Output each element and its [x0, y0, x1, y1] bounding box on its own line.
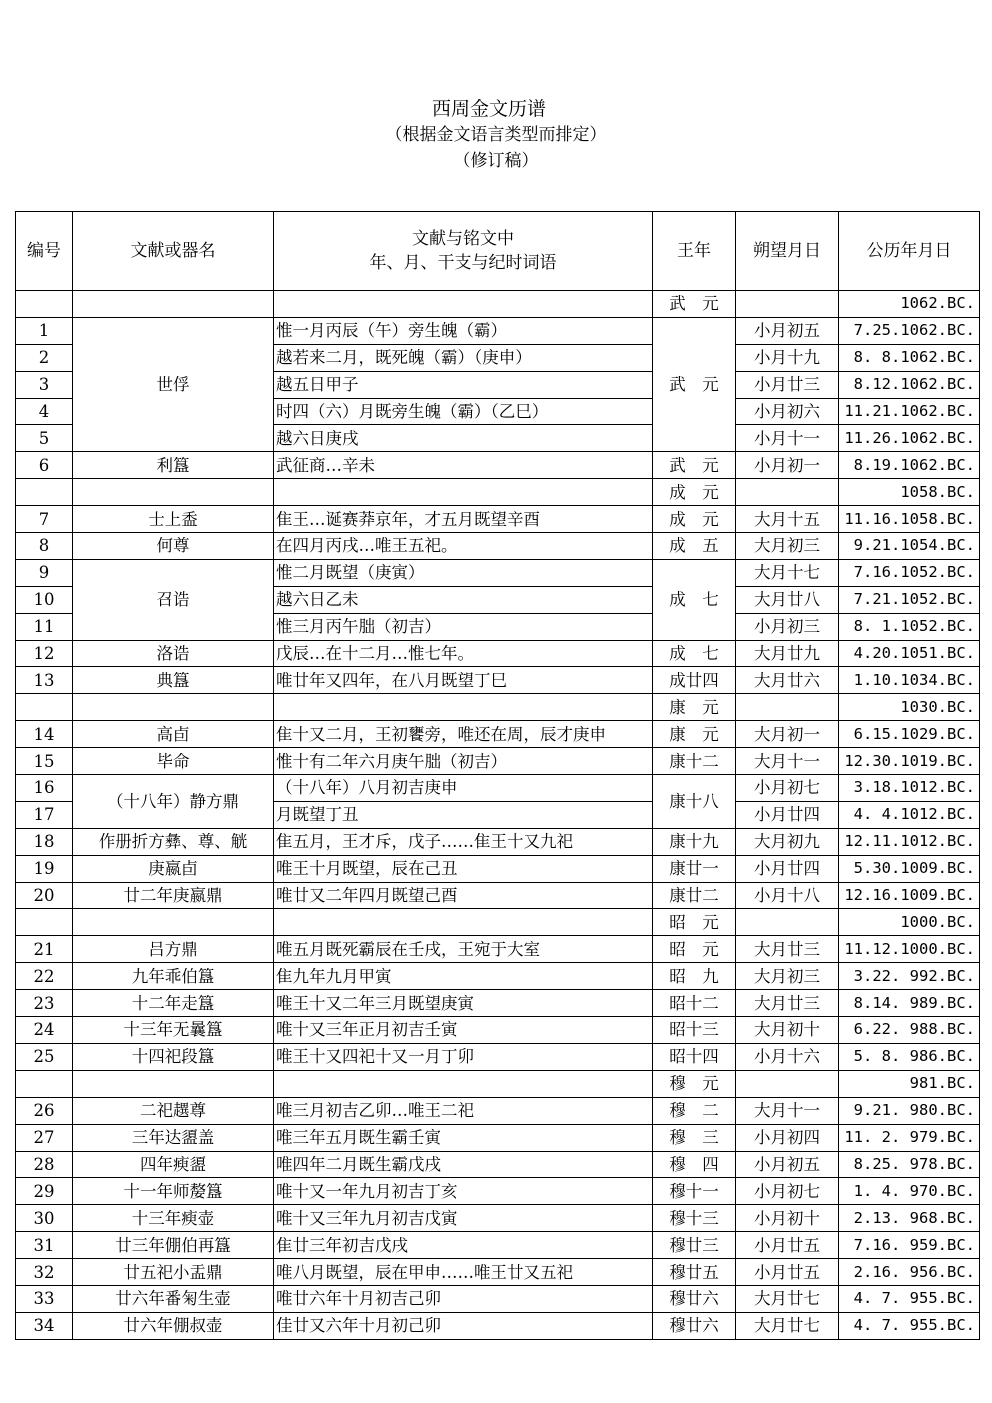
cell-name: 作册折方彝、尊、觥 — [73, 828, 274, 855]
table-row — [16, 533, 980, 560]
table-row — [16, 1043, 980, 1070]
cell-name: 何尊 — [73, 533, 274, 560]
cell-name: 十一年师嫠簋 — [73, 1178, 274, 1205]
table-row — [16, 452, 980, 479]
cell-reign: 成 元 — [653, 479, 736, 506]
cell-date: 8.25. 978.BC. — [839, 1151, 980, 1178]
cell-date: 1062.BC. — [839, 291, 980, 318]
table-row — [16, 317, 980, 344]
cell-num: 5 — [16, 425, 73, 452]
table-row — [16, 291, 980, 318]
cell-num: 11 — [16, 613, 73, 640]
cell-reign: 康十九 — [653, 828, 736, 855]
cell-date: 11.16.1058.BC. — [839, 506, 980, 533]
cell-name: 洛诰 — [73, 640, 274, 667]
cell-reign: 昭 元 — [653, 936, 736, 963]
cell-text: 惟一月丙辰（午）旁生魄（霸） — [274, 317, 653, 344]
cell-text: 惟三月丙午朏（初吉） — [274, 613, 653, 640]
cell-text: 唯四年二月既生霸戊戌 — [274, 1151, 653, 1178]
cell-date: 1030.BC. — [839, 694, 980, 721]
calendar-table — [15, 211, 980, 1340]
cell-num: 33 — [16, 1285, 73, 1312]
cell-moon: 小月廿四 — [736, 855, 839, 882]
cell-date: 7.25.1062.BC. — [839, 317, 980, 344]
cell-name: 庚嬴卣 — [73, 855, 274, 882]
cell-name: 吕方鼎 — [73, 936, 274, 963]
cell-text: 越六日乙未 — [274, 586, 653, 613]
table-row — [16, 1232, 980, 1259]
cell-moon: 大月初十 — [736, 1017, 839, 1044]
cell-reign: 成 五 — [653, 533, 736, 560]
cell-text: 唯王十又四祀十又一月丁卯 — [274, 1043, 653, 1070]
cell-moon — [736, 479, 839, 506]
cell-num: 15 — [16, 748, 73, 775]
cell-reign: 穆廿六 — [653, 1285, 736, 1312]
cell-text — [274, 1070, 653, 1097]
cell-reign: 穆 二 — [653, 1097, 736, 1124]
cell-num: 6 — [16, 452, 73, 479]
cell-text: 唯王十又二年三月既望庚寅 — [274, 990, 653, 1017]
cell-text: 佳廿又六年十月初己卯 — [274, 1312, 653, 1339]
table-row — [16, 1205, 980, 1232]
cell-date: 12.30.1019.BC. — [839, 748, 980, 775]
cell-num — [16, 291, 73, 318]
table-row — [16, 479, 980, 506]
cell-num: 10 — [16, 586, 73, 613]
cell-moon: 小月廿五 — [736, 1259, 839, 1286]
cell-date: 8.14. 989.BC. — [839, 990, 980, 1017]
cell-text: 时四（六）月既旁生魄（霸）（乙巳） — [274, 398, 653, 425]
cell-num: 16 — [16, 775, 73, 802]
cell-moon: 小月廿五 — [736, 1232, 839, 1259]
cell-date: 1. 4. 970.BC. — [839, 1178, 980, 1205]
cell-text: 唯廿又二年四月既望己酉 — [274, 882, 653, 909]
cell-num: 34 — [16, 1312, 73, 1339]
cell-reign: 穆廿五 — [653, 1259, 736, 1286]
cell-date: 11.21.1062.BC. — [839, 398, 980, 425]
cell-moon: 大月廿三 — [736, 990, 839, 1017]
cell-reign: 穆廿三 — [653, 1232, 736, 1259]
cell-reign: 康 元 — [653, 721, 736, 748]
table-row — [16, 748, 980, 775]
table-row — [16, 990, 980, 1017]
cell-moon: 小月初四 — [736, 1124, 839, 1151]
cell-name: 十四祀段簋 — [73, 1043, 274, 1070]
cell-date: 4. 7. 955.BC. — [839, 1312, 980, 1339]
cell-reign: 昭十三 — [653, 1017, 736, 1044]
cell-name: 典簋 — [73, 667, 274, 694]
cell-name — [73, 291, 274, 318]
cell-name: 四年瘐盨 — [73, 1151, 274, 1178]
table-row — [16, 909, 980, 936]
cell-reign: 穆廿六 — [653, 1312, 736, 1339]
cell-date: 4. 7. 955.BC. — [839, 1285, 980, 1312]
cell-date: 12.16.1009.BC. — [839, 882, 980, 909]
cell-moon: 大月廿九 — [736, 640, 839, 667]
cell-name: 三年达盨盖 — [73, 1124, 274, 1151]
cell-date: 12.11.1012.BC. — [839, 828, 980, 855]
cell-reign: 康十八 — [653, 775, 736, 829]
cell-moon: 小月初五 — [736, 317, 839, 344]
cell-num: 27 — [16, 1124, 73, 1151]
header-name: 文献或器名 — [73, 212, 274, 291]
cell-moon: 小月初一 — [736, 452, 839, 479]
cell-text: 隹廿三年初吉戊戌 — [274, 1232, 653, 1259]
cell-date: 8. 1.1052.BC. — [839, 613, 980, 640]
cell-name: 召诰 — [73, 559, 274, 640]
cell-moon: 大月初九 — [736, 828, 839, 855]
cell-date: 3.22. 992.BC. — [839, 963, 980, 990]
cell-text: 越若来二月，既死魄（霸）（庚申） — [274, 344, 653, 371]
table-row — [16, 640, 980, 667]
table-row — [16, 506, 980, 533]
table-row — [16, 1017, 980, 1044]
cell-text: 月既望丁丑 — [274, 801, 653, 828]
cell-moon: 大月初三 — [736, 533, 839, 560]
cell-moon: 小月初五 — [736, 1151, 839, 1178]
table-row — [16, 882, 980, 909]
table-row — [16, 1097, 980, 1124]
cell-moon: 小月十六 — [736, 1043, 839, 1070]
cell-text: 戊辰…在十二月…惟七年。 — [274, 640, 653, 667]
cell-text: 唯廿年又四年，在八月既望丁巳 — [274, 667, 653, 694]
cell-date: 7.16.1052.BC. — [839, 559, 980, 586]
table-row — [16, 855, 980, 882]
cell-moon — [736, 1070, 839, 1097]
cell-date: 3.18.1012.BC. — [839, 775, 980, 802]
cell-date: 11.26.1062.BC. — [839, 425, 980, 452]
cell-reign: 武 元 — [653, 452, 736, 479]
cell-text — [274, 909, 653, 936]
cell-name — [73, 479, 274, 506]
cell-name: 利簋 — [73, 452, 274, 479]
cell-num: 13 — [16, 667, 73, 694]
cell-date: 8.12.1062.BC. — [839, 371, 980, 398]
cell-moon: 小月初七 — [736, 775, 839, 802]
cell-name — [73, 694, 274, 721]
cell-moon: 小月初六 — [736, 398, 839, 425]
table-body — [16, 291, 980, 1340]
cell-text: （十八年）八月初吉庚申 — [274, 775, 653, 802]
header-moon: 朔望月日 — [736, 212, 839, 291]
table-row — [16, 694, 980, 721]
table-row — [16, 1312, 980, 1339]
cell-date: 2.16. 956.BC. — [839, 1259, 980, 1286]
cell-num: 18 — [16, 828, 73, 855]
cell-reign: 成 元 — [653, 506, 736, 533]
table-row — [16, 559, 980, 586]
cell-reign: 康廿二 — [653, 882, 736, 909]
header-text — [274, 212, 653, 291]
cell-moon: 小月初十 — [736, 1205, 839, 1232]
cell-date: 5. 8. 986.BC. — [839, 1043, 980, 1070]
cell-name: （十八年）静方鼎 — [73, 775, 274, 829]
cell-moon: 小月十八 — [736, 882, 839, 909]
cell-moon: 大月廿七 — [736, 1312, 839, 1339]
cell-moon: 小月十一 — [736, 425, 839, 452]
cell-date: 6.15.1029.BC. — [839, 721, 980, 748]
cell-name: 廿六年倗叔壶 — [73, 1312, 274, 1339]
table-row — [16, 1070, 980, 1097]
cell-date: 7.16. 959.BC. — [839, 1232, 980, 1259]
cell-moon: 大月十五 — [736, 506, 839, 533]
cell-date: 2.13. 968.BC. — [839, 1205, 980, 1232]
cell-moon: 大月廿六 — [736, 667, 839, 694]
cell-moon: 大月廿八 — [736, 586, 839, 613]
table-row — [16, 1124, 980, 1151]
cell-reign: 武 元 — [653, 317, 736, 451]
cell-date: 9.21.1054.BC. — [839, 533, 980, 560]
cell-moon: 大月初一 — [736, 721, 839, 748]
cell-reign: 昭 九 — [653, 963, 736, 990]
cell-date: 4.20.1051.BC. — [839, 640, 980, 667]
cell-num — [16, 1070, 73, 1097]
cell-moon: 大月初三 — [736, 963, 839, 990]
cell-date: 6.22. 988.BC. — [839, 1017, 980, 1044]
cell-text: 越五日甲子 — [274, 371, 653, 398]
cell-num: 4 — [16, 398, 73, 425]
cell-text — [274, 479, 653, 506]
cell-reign: 武 元 — [653, 291, 736, 318]
cell-text: 隹五月，王才斥，戊子……隹王十又九祀 — [274, 828, 653, 855]
cell-num — [16, 909, 73, 936]
cell-num: 7 — [16, 506, 73, 533]
table-row — [16, 1259, 980, 1286]
cell-name: 二祀趩尊 — [73, 1097, 274, 1124]
cell-date: 7.21.1052.BC. — [839, 586, 980, 613]
cell-reign: 康廿一 — [653, 855, 736, 882]
cell-name: 士上盉 — [73, 506, 274, 533]
cell-date: 11. 2. 979.BC. — [839, 1124, 980, 1151]
header-reign: 王年 — [653, 212, 736, 291]
cell-moon: 小月廿三 — [736, 371, 839, 398]
cell-name: 毕命 — [73, 748, 274, 775]
table-row — [16, 936, 980, 963]
cell-text: 唯三年五月既生霸壬寅 — [274, 1124, 653, 1151]
cell-moon: 小月十九 — [736, 344, 839, 371]
cell-moon — [736, 291, 839, 318]
cell-text: 在四月丙戌…唯王五祀。 — [274, 533, 653, 560]
cell-date: 8. 8.1062.BC. — [839, 344, 980, 371]
cell-name: 廿六年番匊生壶 — [73, 1285, 274, 1312]
cell-name: 世俘 — [73, 317, 274, 451]
cell-text: 唯八月既望，辰在甲申……唯王廿又五祀 — [274, 1259, 653, 1286]
cell-moon: 大月廿三 — [736, 936, 839, 963]
header-text-line2: 年、月、干支与纪时词语 — [369, 253, 557, 273]
table-header-row — [16, 212, 980, 291]
cell-text: 惟十有二年六月庚午朏（初吉） — [274, 748, 653, 775]
cell-text — [274, 291, 653, 318]
cell-num: 30 — [16, 1205, 73, 1232]
cell-reign: 穆 三 — [653, 1124, 736, 1151]
table-row — [16, 775, 980, 802]
cell-reign: 昭十四 — [653, 1043, 736, 1070]
cell-reign: 穆十一 — [653, 1178, 736, 1205]
cell-text: 唯十又三年九月初吉戊寅 — [274, 1205, 653, 1232]
cell-text: 唯十又三年正月初吉壬寅 — [274, 1017, 653, 1044]
document-revision: （修订稿） — [453, 151, 539, 171]
cell-text: 隹十又二月，王初饔旁，唯还在周，辰才庚申 — [274, 721, 653, 748]
cell-num: 31 — [16, 1232, 73, 1259]
cell-date: 4. 4.1012.BC. — [839, 801, 980, 828]
cell-text: 唯三月初吉乙卯…唯王二祀 — [274, 1097, 653, 1124]
cell-num: 21 — [16, 936, 73, 963]
cell-name: 十三年瘐壶 — [73, 1205, 274, 1232]
cell-num: 26 — [16, 1097, 73, 1124]
cell-text: 隹九年九月甲寅 — [274, 963, 653, 990]
cell-text — [274, 694, 653, 721]
cell-num: 23 — [16, 990, 73, 1017]
cell-name: 九年乖伯簋 — [73, 963, 274, 990]
cell-num: 3 — [16, 371, 73, 398]
cell-num: 12 — [16, 640, 73, 667]
cell-num — [16, 479, 73, 506]
header-num: 编号 — [16, 212, 73, 291]
document-subtitle: （根据金文语言类型而排定） — [385, 125, 607, 145]
cell-text: 唯王十月既望，辰在己丑 — [274, 855, 653, 882]
cell-reign: 成 七 — [653, 640, 736, 667]
cell-reign: 穆十三 — [653, 1205, 736, 1232]
cell-name: 十二年走簋 — [73, 990, 274, 1017]
cell-num: 28 — [16, 1151, 73, 1178]
document-title: 西周金文历谱 — [431, 98, 546, 120]
cell-date: 1000.BC. — [839, 909, 980, 936]
table-row — [16, 828, 980, 855]
cell-num: 14 — [16, 721, 73, 748]
header-text-line1: 文献与铭文中 — [412, 229, 514, 249]
cell-num: 25 — [16, 1043, 73, 1070]
cell-text: 隹王…诞赛莽京年，才五月既望辛酉 — [274, 506, 653, 533]
cell-num: 2 — [16, 344, 73, 371]
cell-num: 8 — [16, 533, 73, 560]
cell-name: 高卣 — [73, 721, 274, 748]
cell-num: 24 — [16, 1017, 73, 1044]
cell-date: 5.30.1009.BC. — [839, 855, 980, 882]
cell-date: 11.12.1000.BC. — [839, 936, 980, 963]
cell-reign: 康十二 — [653, 748, 736, 775]
cell-num: 20 — [16, 882, 73, 909]
cell-moon: 大月廿七 — [736, 1285, 839, 1312]
cell-moon: 大月十七 — [736, 559, 839, 586]
cell-reign: 昭十二 — [653, 990, 736, 1017]
cell-text: 唯五月既死霸辰在壬戌，王宛于大室 — [274, 936, 653, 963]
table-row — [16, 721, 980, 748]
cell-text: 唯十又一年九月初吉丁亥 — [274, 1178, 653, 1205]
table-row — [16, 667, 980, 694]
cell-moon — [736, 909, 839, 936]
cell-num: 1 — [16, 317, 73, 344]
cell-date: 981.BC. — [839, 1070, 980, 1097]
cell-moon: 小月初三 — [736, 613, 839, 640]
cell-name: 十三年无曩簋 — [73, 1017, 274, 1044]
table-row — [16, 963, 980, 990]
cell-reign: 康 元 — [653, 694, 736, 721]
cell-moon — [736, 694, 839, 721]
cell-text: 武征商…辛未 — [274, 452, 653, 479]
cell-moon: 小月廿四 — [736, 801, 839, 828]
document-header — [0, 96, 992, 174]
cell-moon: 大月十一 — [736, 1097, 839, 1124]
header-date: 公历年月日 — [839, 212, 980, 291]
cell-num: 22 — [16, 963, 73, 990]
cell-date: 1058.BC. — [839, 479, 980, 506]
cell-reign: 成廿四 — [653, 667, 736, 694]
cell-name: 廿二年庚嬴鼎 — [73, 882, 274, 909]
cell-text: 唯廿六年十月初吉己卯 — [274, 1285, 653, 1312]
cell-date: 1.10.1034.BC. — [839, 667, 980, 694]
cell-num: 32 — [16, 1259, 73, 1286]
cell-num: 17 — [16, 801, 73, 828]
cell-reign: 穆 元 — [653, 1070, 736, 1097]
cell-num: 9 — [16, 559, 73, 586]
table-row — [16, 1151, 980, 1178]
cell-reign: 昭 元 — [653, 909, 736, 936]
cell-moon: 大月十一 — [736, 748, 839, 775]
cell-text: 惟二月既望（庚寅） — [274, 559, 653, 586]
cell-name: 廿五祀小盂鼎 — [73, 1259, 274, 1286]
cell-name: 廿三年倗伯再簋 — [73, 1232, 274, 1259]
table-row — [16, 1178, 980, 1205]
cell-date: 9.21. 980.BC. — [839, 1097, 980, 1124]
cell-moon: 小月初七 — [736, 1178, 839, 1205]
cell-reign: 成 七 — [653, 559, 736, 640]
cell-date: 8.19.1062.BC. — [839, 452, 980, 479]
table-row — [16, 1285, 980, 1312]
cell-num: 19 — [16, 855, 73, 882]
cell-name — [73, 1070, 274, 1097]
cell-text: 越六日庚戌 — [274, 425, 653, 452]
cell-num — [16, 694, 73, 721]
cell-reign: 穆 四 — [653, 1151, 736, 1178]
cell-num: 29 — [16, 1178, 73, 1205]
cell-name — [73, 909, 274, 936]
